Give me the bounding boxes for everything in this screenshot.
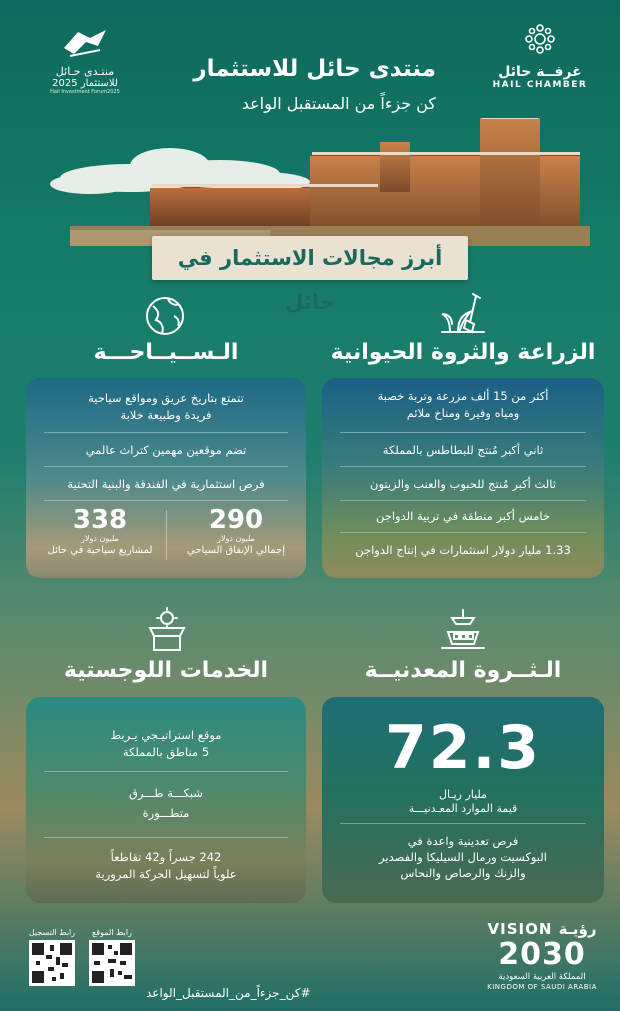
kingdom-ar: المملكة العربية السعودية xyxy=(498,972,586,982)
globe-icon xyxy=(138,292,192,340)
forum-name-line2: للاستثمار 2025 xyxy=(52,78,118,89)
stat-label: لمشاريع سياحية في حائل xyxy=(47,545,153,556)
divider xyxy=(340,500,586,501)
logistics-title: الخدمات اللوجستية xyxy=(63,658,269,683)
mining-label: قيمة الموارد المعـدنيـــة xyxy=(408,802,518,815)
tourism-stat-spending xyxy=(176,506,296,557)
gear-box-icon xyxy=(140,606,194,654)
fort-illustration xyxy=(30,118,590,246)
qr-site-caption: رابط الموقع xyxy=(92,928,132,937)
stat-unit: مليون دولار xyxy=(81,534,119,543)
forum-name-line1: منتـدى حـائل xyxy=(55,65,115,78)
page-subtitle: كن جزءاً من المستقبل الواعد xyxy=(241,94,436,113)
forum-emblem-icon xyxy=(60,26,110,60)
tourism-card xyxy=(26,378,306,578)
mining-title: الـثــروة المعدنيــة xyxy=(364,658,562,683)
divider xyxy=(44,771,288,772)
divider xyxy=(340,466,586,467)
mining-unit: مليار ريـال xyxy=(439,788,487,801)
agri-line-1: أكثر من 15 ألف مزرعة وتربة خصبة xyxy=(377,389,549,403)
chamber-name-en: HAIL CHAMBER xyxy=(492,80,588,90)
agriculture-title: الزراعة والثروة الحيوانية xyxy=(330,340,596,365)
divider xyxy=(44,500,288,501)
hail-chamber-logo xyxy=(492,22,588,90)
tourism-title: الـســيــاحـــة xyxy=(93,340,239,365)
logistics-card xyxy=(26,697,306,903)
qr-register-caption: رابط التسجيل xyxy=(28,928,76,937)
kingdom-en: KINGDOM OF SAUDI ARABIA xyxy=(487,983,597,991)
plant-shovel-icon xyxy=(436,290,490,338)
agri-line-4: ثالث أكبر مُنتج للحبوب والعنب والزيتون xyxy=(370,477,556,491)
agri-line-5: خامس أكبر منطقة في تربية الدواجن xyxy=(375,509,551,523)
section-banner: أبرز مجالات الاستثمار في حائل xyxy=(152,236,468,280)
agriculture-card xyxy=(322,378,604,578)
qr-code-icon xyxy=(29,940,75,986)
forum-logo xyxy=(40,26,130,96)
mining-line-2: البوكسيت ورمال السيليكا والفصدير xyxy=(379,850,547,864)
mining-line-3: والزنك والرصاص والنحاس xyxy=(400,866,526,880)
log-line-3: شبكـــة طـــرق xyxy=(129,786,203,800)
divider xyxy=(340,532,586,533)
divider xyxy=(340,823,586,824)
vision-2030-logo xyxy=(480,920,604,992)
agri-line-3: ثاني أكبر مُنتج للبطاطس بالمملكة xyxy=(382,443,544,457)
divider xyxy=(166,510,167,560)
log-line-6: علوياً لتسهيل الحركة المرورية xyxy=(95,867,237,881)
agri-line-6: 1.33 مليار دولار استثمارات في إنتاج الدواجن xyxy=(355,543,571,557)
log-line-1: موقع استراتيـجي يـربط xyxy=(110,728,222,742)
mining-value: 72.3 xyxy=(384,713,542,783)
tour-line-1: تتمتع بتاريخ عريق ومواقع سياحية xyxy=(88,391,244,405)
stat-number: 338 xyxy=(72,505,128,535)
qr-site[interactable] xyxy=(86,928,138,990)
tour-line-2: فريدة وطبيعة خلابة xyxy=(120,408,212,422)
stat-number: 290 xyxy=(208,505,264,535)
tourism-stat-projects xyxy=(38,506,162,557)
divider xyxy=(44,837,288,838)
tour-line-4: فرص استثمارية في الفندقة والبنية التحتية xyxy=(67,477,265,491)
hashtag: #كن_جزءاً_من_المستقبل_الواعد xyxy=(146,986,311,1000)
divider xyxy=(44,432,288,433)
log-line-2: 5 مناطق بالمملكة xyxy=(122,745,210,759)
log-line-4: متطـــورة xyxy=(142,806,190,820)
qr-register[interactable] xyxy=(26,928,78,990)
agri-line-2: ومياه وفيرة ومناخ ملائم xyxy=(406,406,520,420)
qr-code-icon xyxy=(89,940,135,986)
vision-wordmark: VISION رؤيـة xyxy=(487,920,597,938)
chamber-name-ar: غرفــة حائل xyxy=(498,64,582,80)
stat-unit: مليون دولار xyxy=(217,534,255,543)
vision-year: 2030 xyxy=(498,937,586,972)
forum-name-en: Hail Investment Forum2025 xyxy=(50,89,120,95)
divider xyxy=(340,432,586,433)
mining-line-1: فرص تعدينية واعدة في xyxy=(407,834,519,848)
log-line-5: 242 جسراً و42 تقاطعاً xyxy=(110,850,222,864)
tour-line-3: تضم موقعين مهمين كتراث عالمي xyxy=(85,443,247,457)
stat-label: إجمالي الإنفاق السياحي xyxy=(187,545,285,556)
page-title: منتدى حائل للاستثمار xyxy=(193,56,436,82)
chamber-emblem-icon xyxy=(523,22,557,56)
mining-card xyxy=(322,697,604,903)
mining-cart-icon xyxy=(436,606,490,654)
divider xyxy=(44,466,288,467)
